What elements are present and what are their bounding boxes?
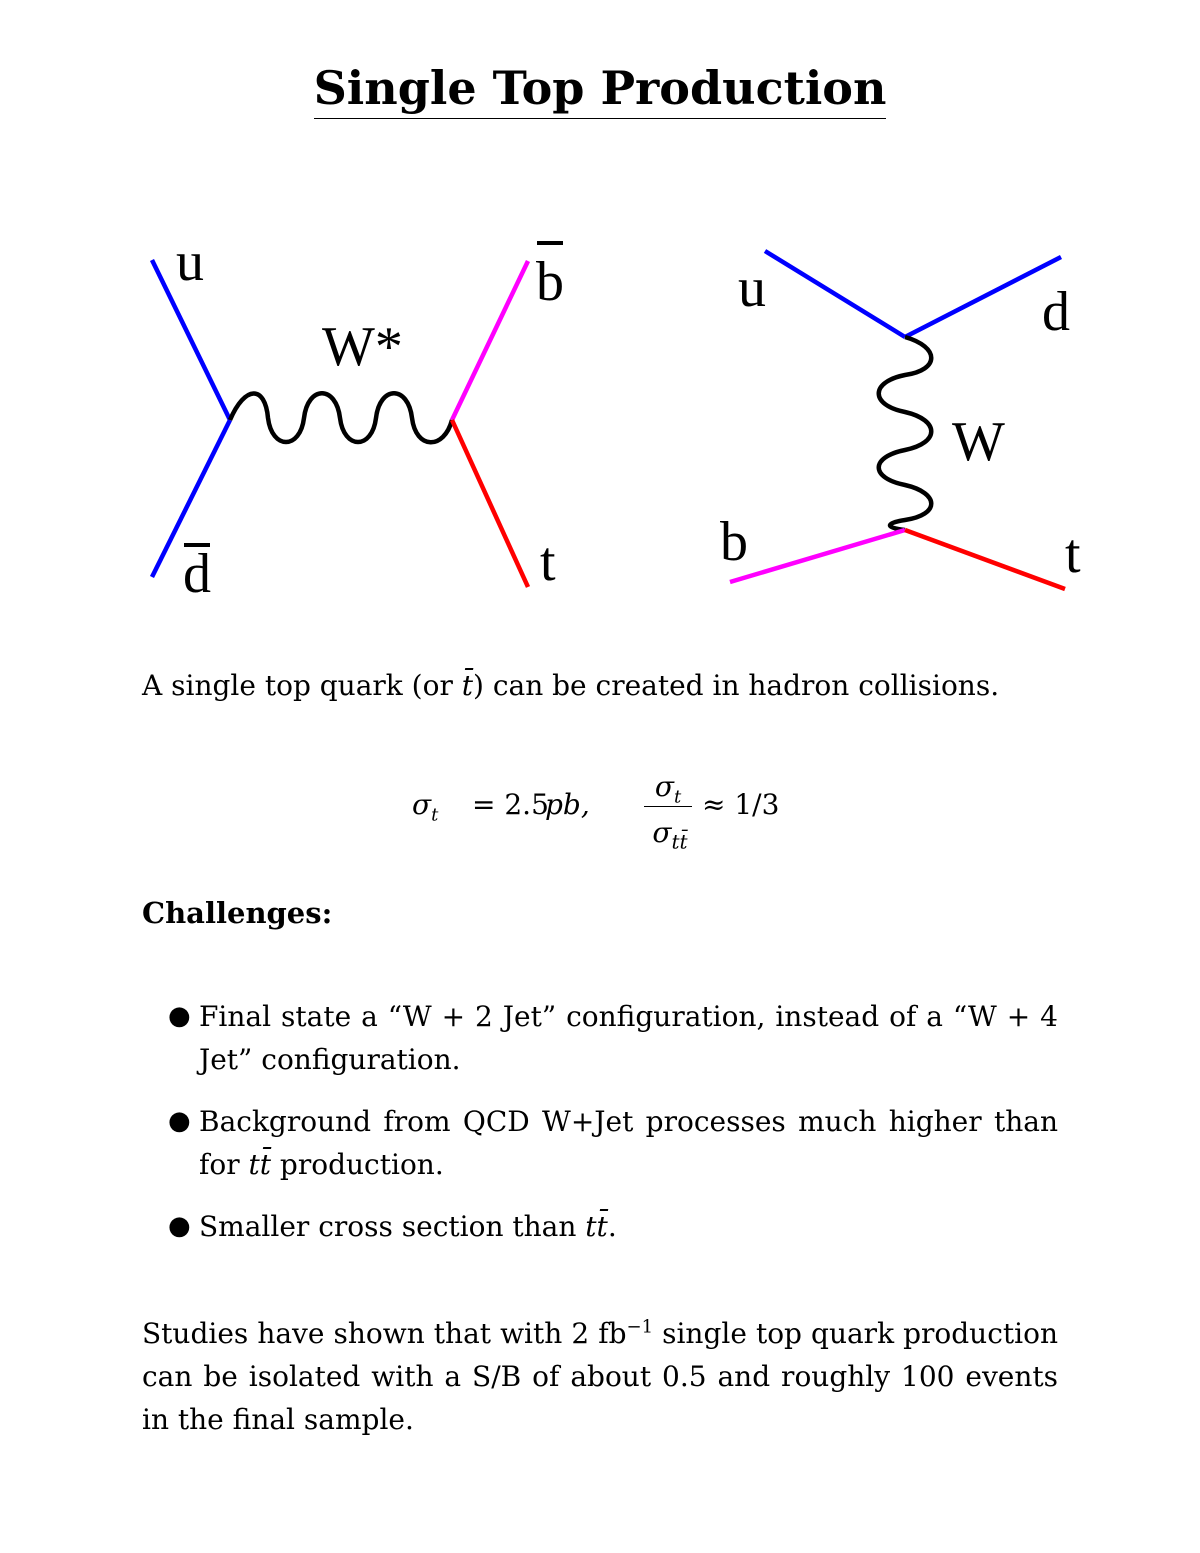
d-quark-line bbox=[905, 257, 1061, 337]
ratio-numerator: $\sigma_t$ bbox=[654, 770, 682, 808]
sigma-t: $\sigma_t$ bbox=[412, 788, 439, 826]
challenges-heading: Challenges: bbox=[142, 896, 333, 930]
ratio-value: ≈ 1/3 bbox=[702, 788, 780, 821]
feynman-diagrams bbox=[0, 0, 1200, 640]
ratio-denominator: $\sigma_{tt̄}$ bbox=[652, 816, 688, 854]
list-item: ● Final state a “W + 2 Jet” configuration, instead of a “W + 4 Jet” configuration. bbox=[142, 995, 1058, 1081]
w-star-propagator bbox=[230, 393, 452, 442]
w-propagator bbox=[879, 337, 932, 530]
label-u: u bbox=[738, 257, 766, 319]
label-w-star: W* bbox=[322, 316, 403, 378]
list-item: ● Background from QCD W+Jet processes much higher than for tt̄ production. bbox=[142, 1100, 1058, 1186]
fraction-bar bbox=[644, 806, 692, 807]
conclusion-paragraph: Studies have shown that with 2 $fb^{-1}$ single top quark production can be isolated with a S/B of about 0.5 and roughly 100 events in the final sample. bbox=[142, 1316, 1058, 1436]
top-quark-line bbox=[452, 420, 528, 587]
label-t: t bbox=[540, 531, 556, 593]
sigma-value: = 2.5 bbox=[472, 788, 549, 821]
list-item: ● Smaller cross section than tt̄. bbox=[142, 1205, 1058, 1248]
label-dbar: d bbox=[183, 543, 211, 605]
s-channel-diagram bbox=[152, 231, 564, 605]
top-quark-line bbox=[905, 530, 1065, 589]
bullet-icon: ● bbox=[168, 1211, 191, 1241]
label-w: W bbox=[952, 411, 1005, 473]
label-t: t bbox=[1065, 523, 1081, 585]
bbar-quark-line bbox=[452, 261, 528, 420]
label-u: u bbox=[176, 231, 204, 293]
bullet-icon: ● bbox=[168, 1106, 191, 1136]
u-quark-line bbox=[765, 251, 905, 337]
label-b: b bbox=[720, 511, 748, 573]
intro-paragraph: A single top quark (or t̄) can be created in hadron collisions. bbox=[142, 669, 1000, 702]
exponent: −1 bbox=[626, 1316, 654, 1338]
label-bbar: b bbox=[536, 251, 564, 313]
bullet-icon: ● bbox=[168, 1001, 191, 1031]
page-title: Single Top Production bbox=[0, 60, 1200, 119]
t-channel-diagram bbox=[720, 251, 1081, 589]
label-d: d bbox=[1042, 281, 1070, 343]
tbar-symbol: t̄ bbox=[461, 669, 473, 702]
sigma-unit: pb, bbox=[545, 788, 590, 821]
b-quark-line bbox=[730, 530, 905, 582]
cross-section-formula bbox=[0, 770, 1200, 860]
challenges-list bbox=[142, 995, 1058, 1267]
